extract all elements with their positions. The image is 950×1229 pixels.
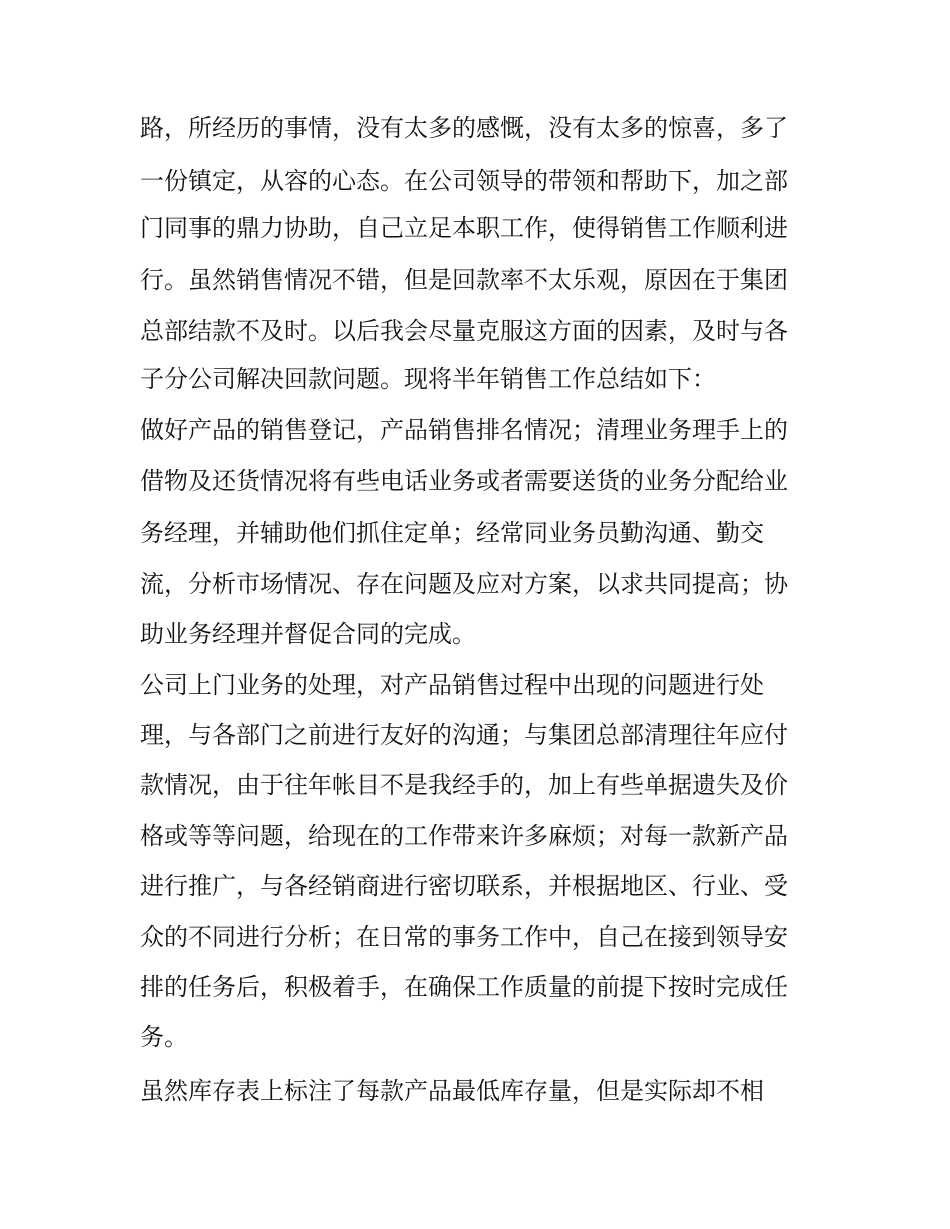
text-line-11: 助业务经理并督促合同的完成。 [140, 620, 476, 648]
text-line-8: 借物及还货情况将有些电话业务或者需要送货的业务分配给业 [140, 467, 788, 495]
text-line-13: 理，与各部门之前进行友好的沟通；与集团总部清理往年应付 [140, 721, 788, 749]
text-line-12: 公司上门业务的处理，对产品销售过程中出现的问题进行处 [140, 671, 764, 699]
text-line-10: 流，分析市场情况、存在问题及应对方案，以求共同提高；协 [140, 570, 788, 598]
text-line-9: 务经理，并辅助他们抓住定单；经常同业务员勤沟通、勤交 [140, 519, 764, 547]
text-line-17: 众的不同进行分析；在日常的事务工作中，自己在接到领导安 [140, 923, 788, 951]
text-line-18: 排的任务后，积极着手，在确保工作质量的前提下按时完成任 [140, 973, 788, 1001]
text-line-3: 门同事的鼎力协助，自己立足本职工作，使得销售工作顺利进 [140, 214, 788, 242]
text-line-15: 格或等等问题，给现在的工作带来许多麻烦；对每一款新产品 [140, 822, 788, 850]
text-line-19: 务。 [140, 1023, 188, 1051]
text-line-14: 款情况，由于往年帐目不是我经手的，加上有些单据遗失及价 [140, 771, 788, 799]
text-line-7: 做好产品的销售登记，产品销售排名情况；清理业务理手上的 [140, 416, 788, 444]
text-line-16: 进行推广，与各经销商进行密切联系，并根据地区、行业、受 [140, 872, 788, 900]
text-line-6: 子分公司解决回款问题。现将半年销售工作总结如下： [140, 365, 716, 393]
text-line-4: 行。虽然销售情况不错，但是回款率不太乐观，原因在于集团 [140, 266, 788, 294]
text-line-2: 一份镇定，从容的心态。在公司领导的带领和帮助下，加之部 [140, 167, 788, 195]
text-line-1: 路，所经历的事情，没有太多的感慨，没有太多的惊喜，多了 [140, 114, 788, 142]
text-line-20: 虽然库存表上标注了每款产品最低库存量，但是实际却不相 [140, 1077, 764, 1105]
text-line-5: 总部结款不及时。以后我会尽量克服这方面的因素，及时与各 [140, 317, 788, 345]
